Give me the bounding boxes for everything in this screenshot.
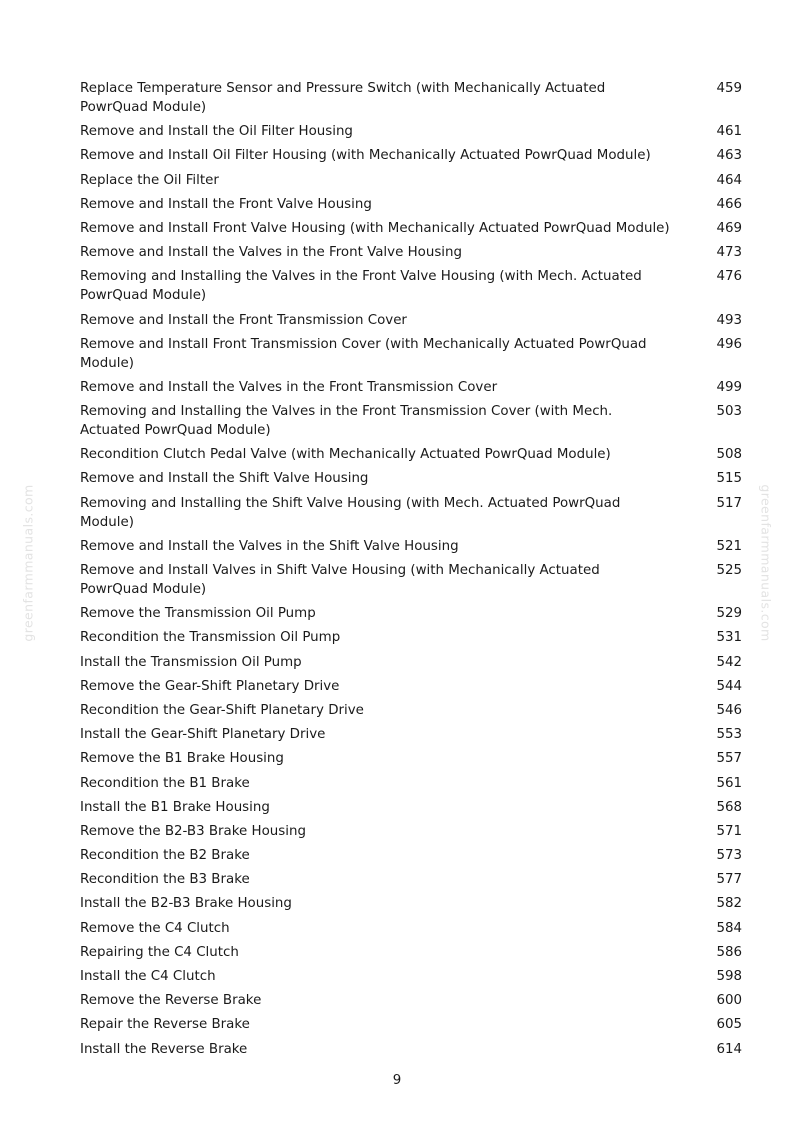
- toc-entry[interactable]: [80, 749, 742, 768]
- toc-entry-page[interactable]: 542: [716, 654, 742, 670]
- toc-entry-title[interactable]: Removing and Installing the Valves in the Front Valve Housing (with Mech. Actuated PowrQuad Module): [80, 269, 642, 304]
- toc-entry-page[interactable]: 476: [716, 269, 742, 285]
- toc-entry-page[interactable]: 546: [716, 702, 742, 718]
- toc-entry[interactable]: [80, 919, 742, 938]
- toc-entry-page[interactable]: 582: [716, 896, 742, 912]
- toc-entry[interactable]: [80, 243, 742, 262]
- toc-entry-title[interactable]: Remove and Install the Valves in the Front Valve Housing: [80, 245, 463, 261]
- toc-entry-page[interactable]: 466: [716, 196, 742, 212]
- toc-entry-title[interactable]: Remove and Install the Front Transmission Cover: [80, 312, 407, 328]
- toc-entry-title[interactable]: Remove and Install Front Valve Housing (with Mechanically Actuated PowrQuad Module): [80, 220, 670, 236]
- toc-entry-page[interactable]: 529: [716, 606, 742, 622]
- toc-entry-title[interactable]: Install the C4 Clutch: [80, 969, 216, 984]
- toc-entry-page[interactable]: 553: [716, 727, 742, 743]
- table-of-contents: [80, 79, 742, 1064]
- toc-entry-page[interactable]: 531: [716, 630, 742, 646]
- toc-entry[interactable]: [80, 894, 742, 913]
- toc-entry[interactable]: [80, 537, 742, 556]
- toc-entry-title[interactable]: Remove the Transmission Oil Pump: [80, 606, 316, 622]
- toc-entry-page[interactable]: 544: [716, 678, 742, 694]
- toc-entry-title[interactable]: Repair the Reverse Brake: [80, 1017, 250, 1033]
- toc-entry-page[interactable]: 473: [716, 245, 742, 261]
- toc-entry-page[interactable]: 496: [716, 336, 742, 352]
- toc-entry[interactable]: [80, 171, 742, 190]
- toc-entry[interactable]: [80, 378, 742, 397]
- toc-entry-page[interactable]: 521: [716, 538, 742, 554]
- toc-entry-page[interactable]: 600: [716, 993, 742, 1009]
- toc-entry-page[interactable]: 525: [716, 563, 742, 578]
- toc-entry-page[interactable]: 586: [716, 944, 742, 960]
- toc-entry[interactable]: [80, 195, 742, 214]
- toc-entry-title[interactable]: Repairing the C4 Clutch: [80, 944, 239, 960]
- toc-entry[interactable]: [80, 146, 742, 165]
- toc-entry[interactable]: [80, 219, 742, 238]
- toc-entry-title[interactable]: Remove the B1 Brake Housing: [80, 751, 284, 767]
- toc-entry-page[interactable]: 503: [716, 404, 742, 420]
- toc-entry-title[interactable]: Recondition the B3 Brake: [80, 872, 250, 888]
- toc-entry-title[interactable]: Remove the C4 Clutch: [80, 920, 230, 936]
- toc-entry[interactable]: [80, 494, 742, 532]
- toc-entry[interactable]: [80, 798, 742, 817]
- toc-entry[interactable]: [80, 943, 742, 962]
- toc-entry[interactable]: [80, 967, 742, 986]
- toc-entry[interactable]: [80, 79, 742, 117]
- toc-entry-title[interactable]: Remove and Install Oil Filter Housing (with Mechanically Actuated PowrQuad Module): [80, 148, 651, 164]
- toc-entry-title[interactable]: Remove and Install Front Transmission Cover (with Mechanically Actuated PowrQuad Module): [80, 336, 647, 371]
- toc-entry-title[interactable]: Remove and Install the Valves in the Shift Valve Housing: [80, 538, 459, 554]
- toc-entry[interactable]: [80, 628, 742, 647]
- toc-entry-title[interactable]: Recondition Clutch Pedal Valve (with Mechanically Actuated PowrQuad Module): [80, 447, 611, 463]
- toc-entry[interactable]: [80, 267, 742, 305]
- toc-entry-page[interactable]: 463: [716, 148, 742, 164]
- toc-entry[interactable]: [80, 1040, 742, 1059]
- toc-entry[interactable]: [80, 122, 742, 141]
- toc-entry-title[interactable]: Remove and Install the Oil Filter Housing: [80, 124, 353, 140]
- toc-entry[interactable]: [80, 701, 742, 720]
- toc-entry[interactable]: [80, 870, 742, 889]
- toc-entry-page[interactable]: 614: [716, 1041, 742, 1057]
- toc-entry-page[interactable]: 561: [716, 775, 742, 791]
- toc-entry-page[interactable]: 493: [716, 312, 742, 328]
- toc-entry-page[interactable]: 464: [716, 172, 742, 188]
- toc-entry-title[interactable]: Recondition the Gear-Shift Planetary Drive: [80, 702, 364, 718]
- toc-entry[interactable]: [80, 653, 742, 672]
- toc-entry-page[interactable]: 499: [716, 379, 742, 395]
- toc-entry-title[interactable]: Replace Temperature Sensor and Pressure Switch (with Mechanically Actuated PowrQuad Module): [80, 81, 606, 115]
- toc-entry-page[interactable]: 568: [716, 799, 742, 815]
- toc-entry-title[interactable]: Recondition the Transmission Oil Pump: [80, 630, 341, 646]
- toc-entry[interactable]: [80, 335, 742, 373]
- toc-entry-page[interactable]: 584: [716, 920, 742, 936]
- toc-entry-page[interactable]: 571: [716, 823, 742, 839]
- toc-entry-title[interactable]: Remove and Install the Shift Valve Housing: [80, 471, 369, 487]
- toc-entry-page[interactable]: 515: [716, 471, 742, 487]
- toc-entry[interactable]: [80, 822, 742, 841]
- toc-entry-title[interactable]: Remove the B2-B3 Brake Housing: [80, 823, 306, 839]
- toc-entry[interactable]: [80, 561, 742, 599]
- toc-entry[interactable]: [80, 846, 742, 865]
- toc-entry-title[interactable]: Remove and Install the Valves in the Front Transmission Cover: [80, 379, 498, 395]
- toc-entry-title[interactable]: Remove the Reverse Brake: [80, 993, 262, 1009]
- toc-entry[interactable]: [80, 991, 742, 1010]
- toc-entry-page[interactable]: 598: [716, 969, 742, 984]
- toc-entry-page[interactable]: 577: [716, 872, 742, 888]
- toc-entry-title[interactable]: Removing and Installing the Valves in the Front Transmission Cover (with Mech. Actuated PowrQuad Module): [80, 404, 613, 439]
- toc-entry-page[interactable]: 573: [716, 848, 742, 864]
- toc-entry-page[interactable]: 557: [716, 751, 742, 767]
- toc-entry-page[interactable]: 469: [716, 220, 742, 236]
- toc-entry-page[interactable]: 508: [716, 447, 742, 463]
- toc-entry-page[interactable]: 459: [716, 81, 742, 96]
- toc-entry[interactable]: [80, 604, 742, 623]
- toc-entry-title[interactable]: Recondition the B2 Brake: [80, 848, 250, 864]
- watermark-left: greenfarmmanuals.com: [20, 484, 36, 642]
- toc-entry-page[interactable]: 605: [716, 1017, 742, 1033]
- toc-entry[interactable]: [80, 469, 742, 488]
- page-number: 9: [392, 1073, 402, 1088]
- toc-entry-title[interactable]: Removing and Installing the Shift Valve Housing (with Mech. Actuated PowrQuad Module): [80, 495, 621, 530]
- toc-entry-page[interactable]: 517: [716, 495, 742, 511]
- toc-entry-title[interactable]: Install the B1 Brake Housing: [80, 799, 270, 815]
- toc-entry-title[interactable]: Remove and Install the Front Valve Housing: [80, 196, 372, 212]
- toc-entry-title[interactable]: Replace the Oil Filter: [80, 172, 219, 188]
- toc-entry-title[interactable]: Install the Transmission Oil Pump: [80, 654, 302, 670]
- toc-entry-title[interactable]: Install the B2-B3 Brake Housing: [80, 896, 292, 912]
- toc-entry[interactable]: [80, 445, 742, 464]
- toc-entry-title[interactable]: Recondition the B1 Brake: [80, 775, 250, 791]
- toc-entry-title[interactable]: Remove and Install Valves in Shift Valve Housing (with Mechanically Actuated PowrQuad Module): [80, 563, 600, 597]
- toc-entry[interactable]: [80, 677, 742, 696]
- toc-entry[interactable]: [80, 725, 742, 744]
- toc-entry[interactable]: [80, 1015, 742, 1034]
- watermark-right: greenfarmmanuals.com: [758, 484, 774, 642]
- toc-entry-title[interactable]: Install the Gear-Shift Planetary Drive: [80, 727, 326, 743]
- toc-entry[interactable]: [80, 402, 742, 440]
- toc-entry-page[interactable]: 461: [716, 124, 742, 140]
- toc-entry[interactable]: [80, 311, 742, 330]
- toc-entry-title[interactable]: Install the Reverse Brake: [80, 1041, 248, 1057]
- toc-entry[interactable]: [80, 774, 742, 793]
- toc-entry-title[interactable]: Remove the Gear-Shift Planetary Drive: [80, 678, 340, 694]
